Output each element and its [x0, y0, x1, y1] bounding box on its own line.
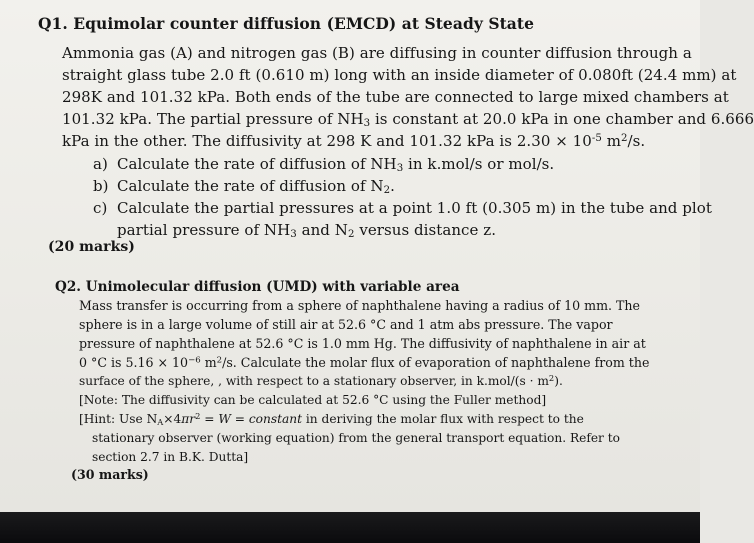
q2-text-line: 0 °C is $5.16 \times 10^{-6}$ $m^2/s$. Calculate the molar flux of evaporation of naphthalene from the	[79, 355, 650, 370]
q1-part-c-continued: partial pressure of $NH_3$ and $N_2$ versus distance z.	[117, 221, 497, 241]
q2-hint-line: section 2.7 in B.K. Dutta]	[92, 450, 249, 464]
q1-text-line: straight glass tube 2.0 ft (0.610 m) long with an inside diameter of 0.080ft (24.4 mm) at	[62, 66, 737, 84]
q2-marks: (30 marks)	[71, 467, 149, 482]
q1-part-c: c) Calculate the partial pressures at a point 1.0 ft (0.305 m) in the tube and plot	[93, 199, 712, 217]
q1-title: Q1. Equimolar counter diffusion (EMCD) at Steady State	[38, 14, 534, 33]
q1-part-a: a) Calculate the rate of diffusion of $NH_3$ in k.mol/s or mol/s.	[93, 155, 555, 175]
q2-text-line: surface of the sphere, , with respect to a stationary observer, in $k.mol/(s \cdot m^2)$.	[79, 372, 563, 388]
q2-hint-line: [Hint: Use $N_A\times 4\pi r^2 = W$ = constant in deriving the molar flux with respect to the	[79, 410, 584, 427]
q2-title: Q2. Unimolecular diffusion (UMD) with variable area	[55, 279, 460, 295]
q2-text-line: Mass transfer is occurring from a sphere of naphthalene having a radius of 10 mm. The	[79, 298, 640, 313]
part-label: c)	[93, 199, 108, 217]
part-label: b)	[93, 177, 109, 195]
q1-text-line: 298K and 101.32 kPa. Both ends of the tube are connected to large mixed chambers at	[62, 88, 729, 106]
q1-part-b: b) Calculate the rate of diffusion of $N_2$.	[93, 177, 395, 197]
q1-text-line: kPa in the other. The diffusivity at 298 K and 101.32 kPa is $2.30 \times 10^{-5}$ $m^2/s$.	[62, 132, 646, 150]
q1-text-line: Ammonia gas (A) and nitrogen gas (B) are diffusing in counter diffusion through a	[62, 44, 692, 62]
q2-hint-line: stationary observer (working equation) from the general transport equation. Refer to	[92, 431, 620, 445]
screen-bezel	[0, 512, 700, 543]
q2-text-line: pressure of naphthalene at 52.6 °C is 1.0 mm Hg. The diffusivity of naphthalene in air at	[79, 336, 646, 351]
q2-note: [Note: The diffusivity can be calculated at 52.6 °C using the Fuller method]	[79, 393, 547, 407]
q1-marks: (20 marks)	[48, 239, 135, 255]
part-label: a)	[93, 155, 108, 173]
q1-text-line: 101.32 kPa. The partial pressure of $NH_3$ is constant at 20.0 kPa in one chamber and 6.666	[62, 110, 754, 130]
q2-text-line: sphere is in a large volume of still air at 52.6 °C and 1 atm abs pressure. The vapor	[79, 317, 613, 332]
